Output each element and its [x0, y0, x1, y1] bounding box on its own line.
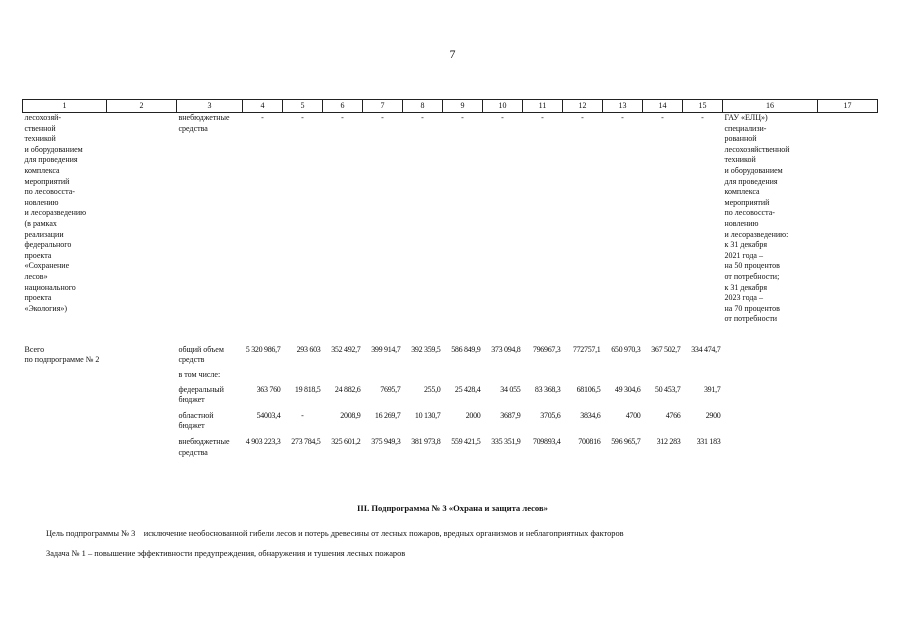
value-cell: 312 283: [656, 437, 681, 447]
value-cell: 3705,6: [540, 410, 561, 420]
value-cell: -: [661, 113, 664, 122]
header-cell: 5: [283, 100, 323, 113]
value-cell: 4766: [665, 410, 681, 420]
value-cell: 49 304,6: [614, 384, 641, 394]
page-number: 7: [449, 47, 456, 61]
header-cell: 2: [107, 100, 177, 113]
header-cell: 7: [363, 100, 403, 113]
value-cell: -: [621, 113, 624, 122]
value-cell: 50 453,7: [654, 384, 681, 394]
empty-cell: [818, 345, 878, 366]
value-cell: 709893,4: [532, 437, 561, 447]
header-cell: 17: [818, 100, 878, 113]
value-cell: -: [301, 410, 304, 420]
value-cell: 381 973,8: [411, 437, 441, 447]
header-cell: 1: [23, 100, 107, 113]
value-cell: -: [301, 113, 304, 122]
value-cell: -: [341, 113, 344, 122]
header-cell: 16: [723, 100, 818, 113]
header-cell: 13: [603, 100, 643, 113]
value-cell: 10 130,7: [414, 410, 441, 420]
empty-cell: [723, 437, 818, 458]
subprogram-goal: Цель подпрограммы № 3 исключение необоснованной гибели лесов и потерь древесины от лесных пожаров, вредных организмов и неблагоприятных факторов: [46, 529, 624, 538]
value-cell: 352 492,7: [331, 344, 361, 354]
value-cell: 54003,4: [256, 410, 281, 420]
value-cell: 68106,5: [576, 384, 601, 394]
empty-cell: [818, 411, 878, 437]
value-cell: 596 965,7: [611, 437, 641, 447]
section-title: III. Подпрограмма № 3 «Охрана и защита лесов»: [357, 503, 548, 513]
funding-source: внебюджетные средства: [178, 113, 230, 133]
header-cell: 3: [177, 100, 243, 113]
value-cell: -: [381, 113, 384, 122]
value-cell: -: [461, 113, 464, 122]
empty-cell: [723, 385, 818, 411]
value-cell: 16 269,7: [374, 410, 401, 420]
value-cell: 399 914,7: [371, 344, 401, 354]
header-row: [23, 100, 878, 113]
header-cell: 12: [563, 100, 603, 113]
total-label: Всего по подпрограмме № 2: [24, 344, 100, 365]
value-cell: 5 320 986,7: [245, 344, 281, 354]
value-cell: -: [501, 113, 504, 122]
value-cell: 391,7: [703, 384, 721, 394]
value-cell: 373 094,8: [491, 344, 521, 354]
spacer: [23, 325, 878, 345]
empty-cell: [243, 366, 878, 385]
value-cell: 2008,9: [340, 410, 361, 420]
header-cell: 15: [683, 100, 723, 113]
value-cell: -: [701, 113, 704, 122]
value-cell: 83 368,3: [534, 384, 561, 394]
value-cell: 255,0: [423, 384, 441, 394]
value-cell: -: [581, 113, 584, 122]
funding-source: в том числе:: [178, 370, 221, 380]
value-cell: 363 760: [256, 384, 281, 394]
header-cell: 6: [323, 100, 363, 113]
funding-source: областной бюджет: [178, 410, 214, 431]
empty-cell: [723, 345, 818, 366]
empty-cell: [818, 113, 878, 325]
value-cell: 331 183: [696, 437, 721, 447]
value-cell: 796967,3: [532, 344, 561, 354]
value-cell: 700816: [578, 437, 601, 447]
subprogram-task: Задача № 1 – повышение эффективности предупреждения, обнаружения и тушения лесных пожаров: [46, 549, 406, 558]
value-cell: 4 903 223,3: [245, 437, 281, 447]
program-table: [22, 99, 878, 458]
funding-source: внебюджетные средства: [178, 437, 230, 457]
value-cell: 325 601,2: [331, 437, 361, 447]
value-cell: 4700: [625, 410, 641, 420]
empty-cell: [818, 385, 878, 411]
value-cell: 3687,9: [500, 410, 521, 420]
header-cell: 8: [403, 100, 443, 113]
indicator-description: ГАУ «ЕЛЦ») специализи- рованной лесохозяйственной техникой и оборудованием для проведения комплекса мероприятий по лесовосста- новлению и лесоразведению: к 31 декабря 2021 года – на 50 процентов от потребности; к 31 декабря 2023 года – на 70 процентов от потребности: [724, 113, 790, 324]
executor-cell: [107, 113, 177, 325]
funding-source: общий объем средств: [178, 344, 224, 365]
value-cell: 273 784,5: [291, 437, 321, 447]
header-cell: 14: [643, 100, 683, 113]
value-cell: 3834,6: [580, 410, 601, 420]
value-cell: 34 055: [500, 384, 521, 394]
value-cell: 7695,7: [380, 384, 401, 394]
value-cell: 586 849,9: [451, 344, 481, 354]
value-cell: 2000: [465, 410, 481, 420]
value-cell: 25 428,4: [454, 384, 481, 394]
header-cell: 10: [483, 100, 523, 113]
value-cell: 375 949,3: [371, 437, 401, 447]
header-cell: 4: [243, 100, 283, 113]
value-cell: -: [541, 113, 544, 122]
value-cell: 19 818,5: [294, 384, 321, 394]
value-cell: 24 882,6: [334, 384, 361, 394]
value-cell: 559 421,5: [451, 437, 481, 447]
value-cell: -: [261, 113, 264, 122]
value-cell: 392 359,5: [411, 344, 441, 354]
value-cell: -: [421, 113, 424, 122]
header-cell: 9: [443, 100, 483, 113]
header-cell: 11: [523, 100, 563, 113]
empty-cell: [723, 411, 818, 437]
value-cell: 367 502,7: [651, 344, 681, 354]
value-cell: 2900: [705, 410, 721, 420]
value-cell: 293 603: [296, 344, 321, 354]
total-row-all: [23, 345, 878, 366]
empty-cell: [818, 437, 878, 458]
total-label-extension: [107, 345, 177, 458]
table-row-equipment: [23, 113, 878, 325]
value-cell: 334 474,7: [691, 344, 721, 354]
funding-source: федеральный бюджет: [178, 384, 224, 405]
value-cell: 650 970,3: [611, 344, 641, 354]
value-cell: 772757,1: [572, 344, 601, 354]
activity-description: лесохозяй- ственной техникой и оборудованием для проведения комплекса мероприятий по лесовосста- новлению и лесоразведению (в рамках реализации федерального проекта «Сохранение лесов» национального проекта «Экология»): [24, 113, 87, 313]
value-cell: 335 351,9: [491, 437, 521, 447]
